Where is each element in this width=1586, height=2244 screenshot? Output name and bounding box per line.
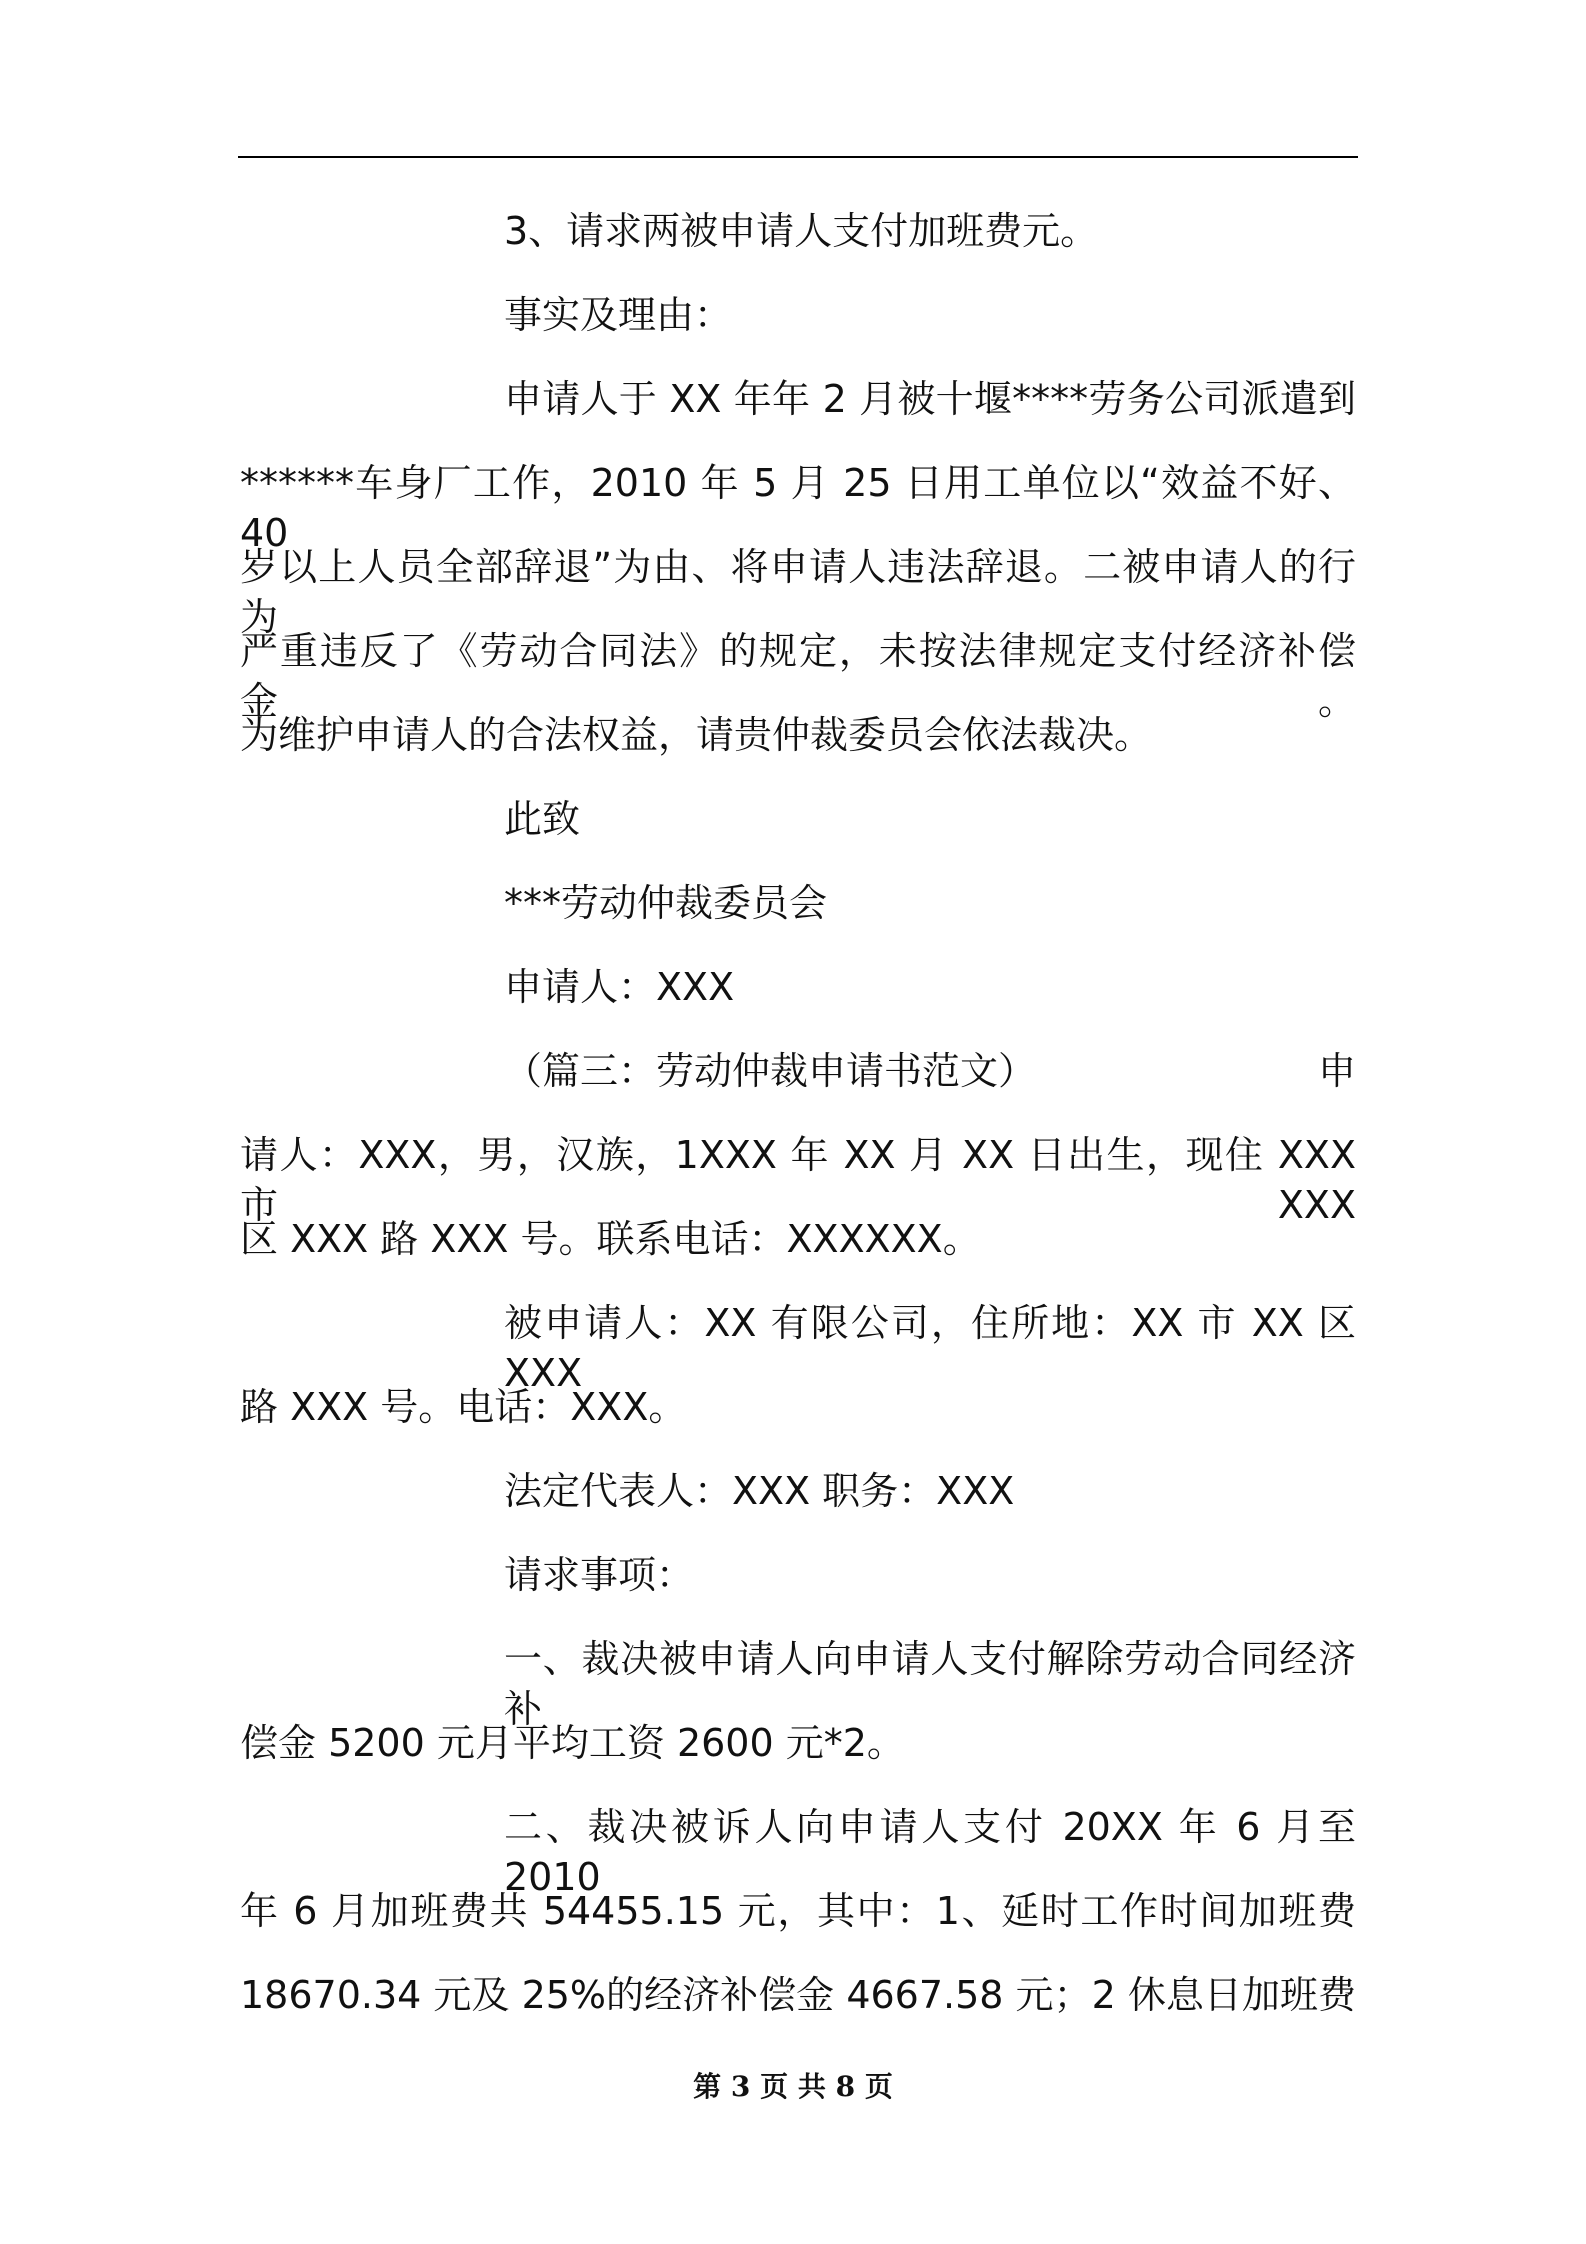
text-line: ***劳动仲裁委员会 — [504, 881, 828, 925]
text-line: 18670.34 元及 25%的经济补偿金 4667.58 元；2 休息日加班费 — [240, 1973, 1356, 2017]
header-rule — [238, 156, 1358, 158]
text-line: 严重违反了《劳动合同法》的规定，未按法律规定支付经济补偿金。 — [240, 629, 1356, 723]
text-line: 被申请人：XX 有限公司，住所地：XX 市 XX 区 XXX — [504, 1301, 1356, 1395]
text-line: 一、裁决被申请人向申请人支付解除劳动合同经济补 — [504, 1637, 1356, 1731]
text-line: 3、请求两被申请人支付加班费元。 — [504, 209, 1099, 253]
text-line: 区 XXX 路 XXX 号。联系电话：XXXXXX。 — [240, 1217, 981, 1261]
text-line: ******车身厂工作，2010 年 5 月 25 日用工单位以“效益不好、40 — [240, 461, 1356, 555]
text-line: 申请人于 XX 年年 2 月被十堰****劳务公司派遣到 — [504, 377, 1356, 421]
text-line: 岁以上人员全部辞退”为由、将申请人违法辞退。二被申请人的行为 — [240, 545, 1356, 639]
section-heading: （篇三：劳动仲裁申请书范文） — [504, 1049, 1037, 1093]
text-line: 事实及理由： — [504, 293, 733, 337]
text-line: 法定代表人：XXX 职务：XXX — [504, 1469, 1015, 1513]
line-end-fragment: 申 — [1317, 1049, 1356, 1093]
text-line: 偿金 5200 元月平均工资 2600 元*2。 — [240, 1721, 905, 1765]
page-footer: 第 3 页 共 8 页 — [693, 2070, 893, 2103]
text-line: 为维护申请人的合法权益，请贵仲裁委员会依法裁决。 — [240, 713, 1153, 757]
text-line — [240, 1046, 1356, 1096]
text-line: 请求事项： — [504, 1553, 695, 1597]
text-line: 申请人：XXX — [504, 965, 735, 1009]
text-line: 路 XXX 号。电话：XXX。 — [240, 1385, 687, 1429]
text-line: 年 6 月加班费共 54455.15 元，其中：1、延时工作时间加班费 — [240, 1889, 1356, 1933]
text-line: 二、裁决被诉人向申请人支付 20XX 年 6 月至 2010 — [504, 1805, 1356, 1899]
text-line: 请人：XXX，男，汉族，1XXX 年 XX 月 XX 日出生，现住 XXX 市 XXX — [240, 1133, 1356, 1227]
text-line: 此致 — [504, 797, 581, 841]
